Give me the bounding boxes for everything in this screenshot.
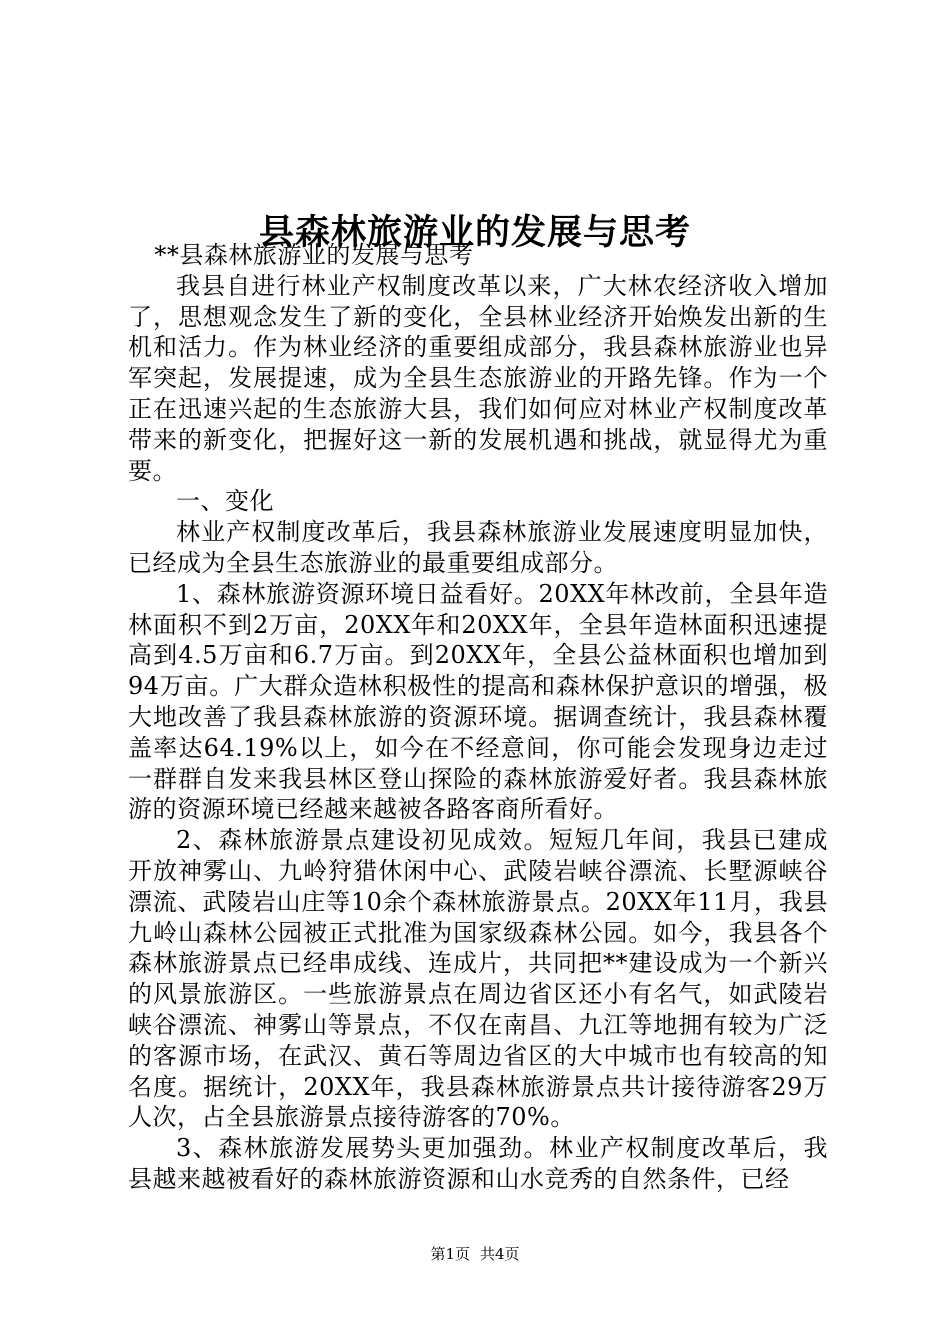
document-subtitle: **县森林旅游业的发展与思考 xyxy=(154,241,474,269)
paragraph-point-2: 2、森林旅游景点建设初见成效。短短几年间，我县已建成开放神雾山、九岭狩猎休闲中心、武陵岩峡谷漂流、长墅源峡谷漂流、武陵岩山庄等10余个森林旅游景点。20XX年11月，我县九岭山森林公园被正式批准为国家级森林公园。如今，我县各个森林旅游景点已经串成线、连成片，共同把**建设成为一个新兴的风景旅游区。一些旅游景点在周边省区还小有名气，如武陵岩峡谷漂流、神雾山等景点，不仅在南昌、九江等地拥有较为广泛的客源市场，在武汉、黄石等周边省区的大中城市也有较高的知名度。据统计，20XX年，我县森林旅游景点共计接待游客29万人次，占全县旅游景点接待游客的70%。 xyxy=(128,826,828,1132)
paragraph-point-1: 1、森林旅游资源环境日益看好。20XX年林改前，全县年造林面积不到2万亩，20XX年和20XX年，全县年造林面积迅速提高到4.5万亩和6.7万亩。到20XX年，全县公益林面积也增加到94万亩。广大群众造林积极性的提高和森林保护意识的增强，极大地改善了我县森林旅游的资源环境。据调查统计，我县森林覆盖率达64.19%以上，如今在不经意间，你可能会发现身边走过一群群自发来我县林区登山探险的森林旅游爱好者。我县森林旅游的资源环境已经越来越被各路客商所看好。 xyxy=(128,579,828,824)
document-body xyxy=(128,240,828,1195)
paragraph-intro: 我县自进行林业产权制度改革以来，广大林农经济收入增加了，思想观念发生了新的变化，全县林业经济开始焕发出新的生机和活力。作为林业经济的重要组成部分，我县森林旅游业也异军突起，发展提速，成为全县生态旅游业的开路先锋。作为一个正在迅速兴起的生态旅游大县，我们如何应对林业产权制度改革带来的新变化，把握好这一新的发展机遇和挑战，就显得尤为重要。 xyxy=(128,271,828,485)
document-title: 县森林旅游业的发展与思考 xyxy=(258,212,691,254)
paragraph-changes-summary: 林业产权制度改革后，我县森林旅游业发展速度明显加快，已经成为全县生态旅游业的最重要组成部分。 xyxy=(128,518,828,577)
paragraph-point-3: 3、森林旅游发展势头更加强劲。林业产权制度改革后，我县越来越被看好的森林旅游资源和山水竞秀的自然条件，已经 xyxy=(128,1134,828,1193)
page-total: 共4页 xyxy=(480,1245,520,1263)
page-number: 第1页 xyxy=(430,1245,470,1263)
page-footer xyxy=(0,1244,950,1264)
section-heading-changes: 一、变化 xyxy=(176,487,274,516)
